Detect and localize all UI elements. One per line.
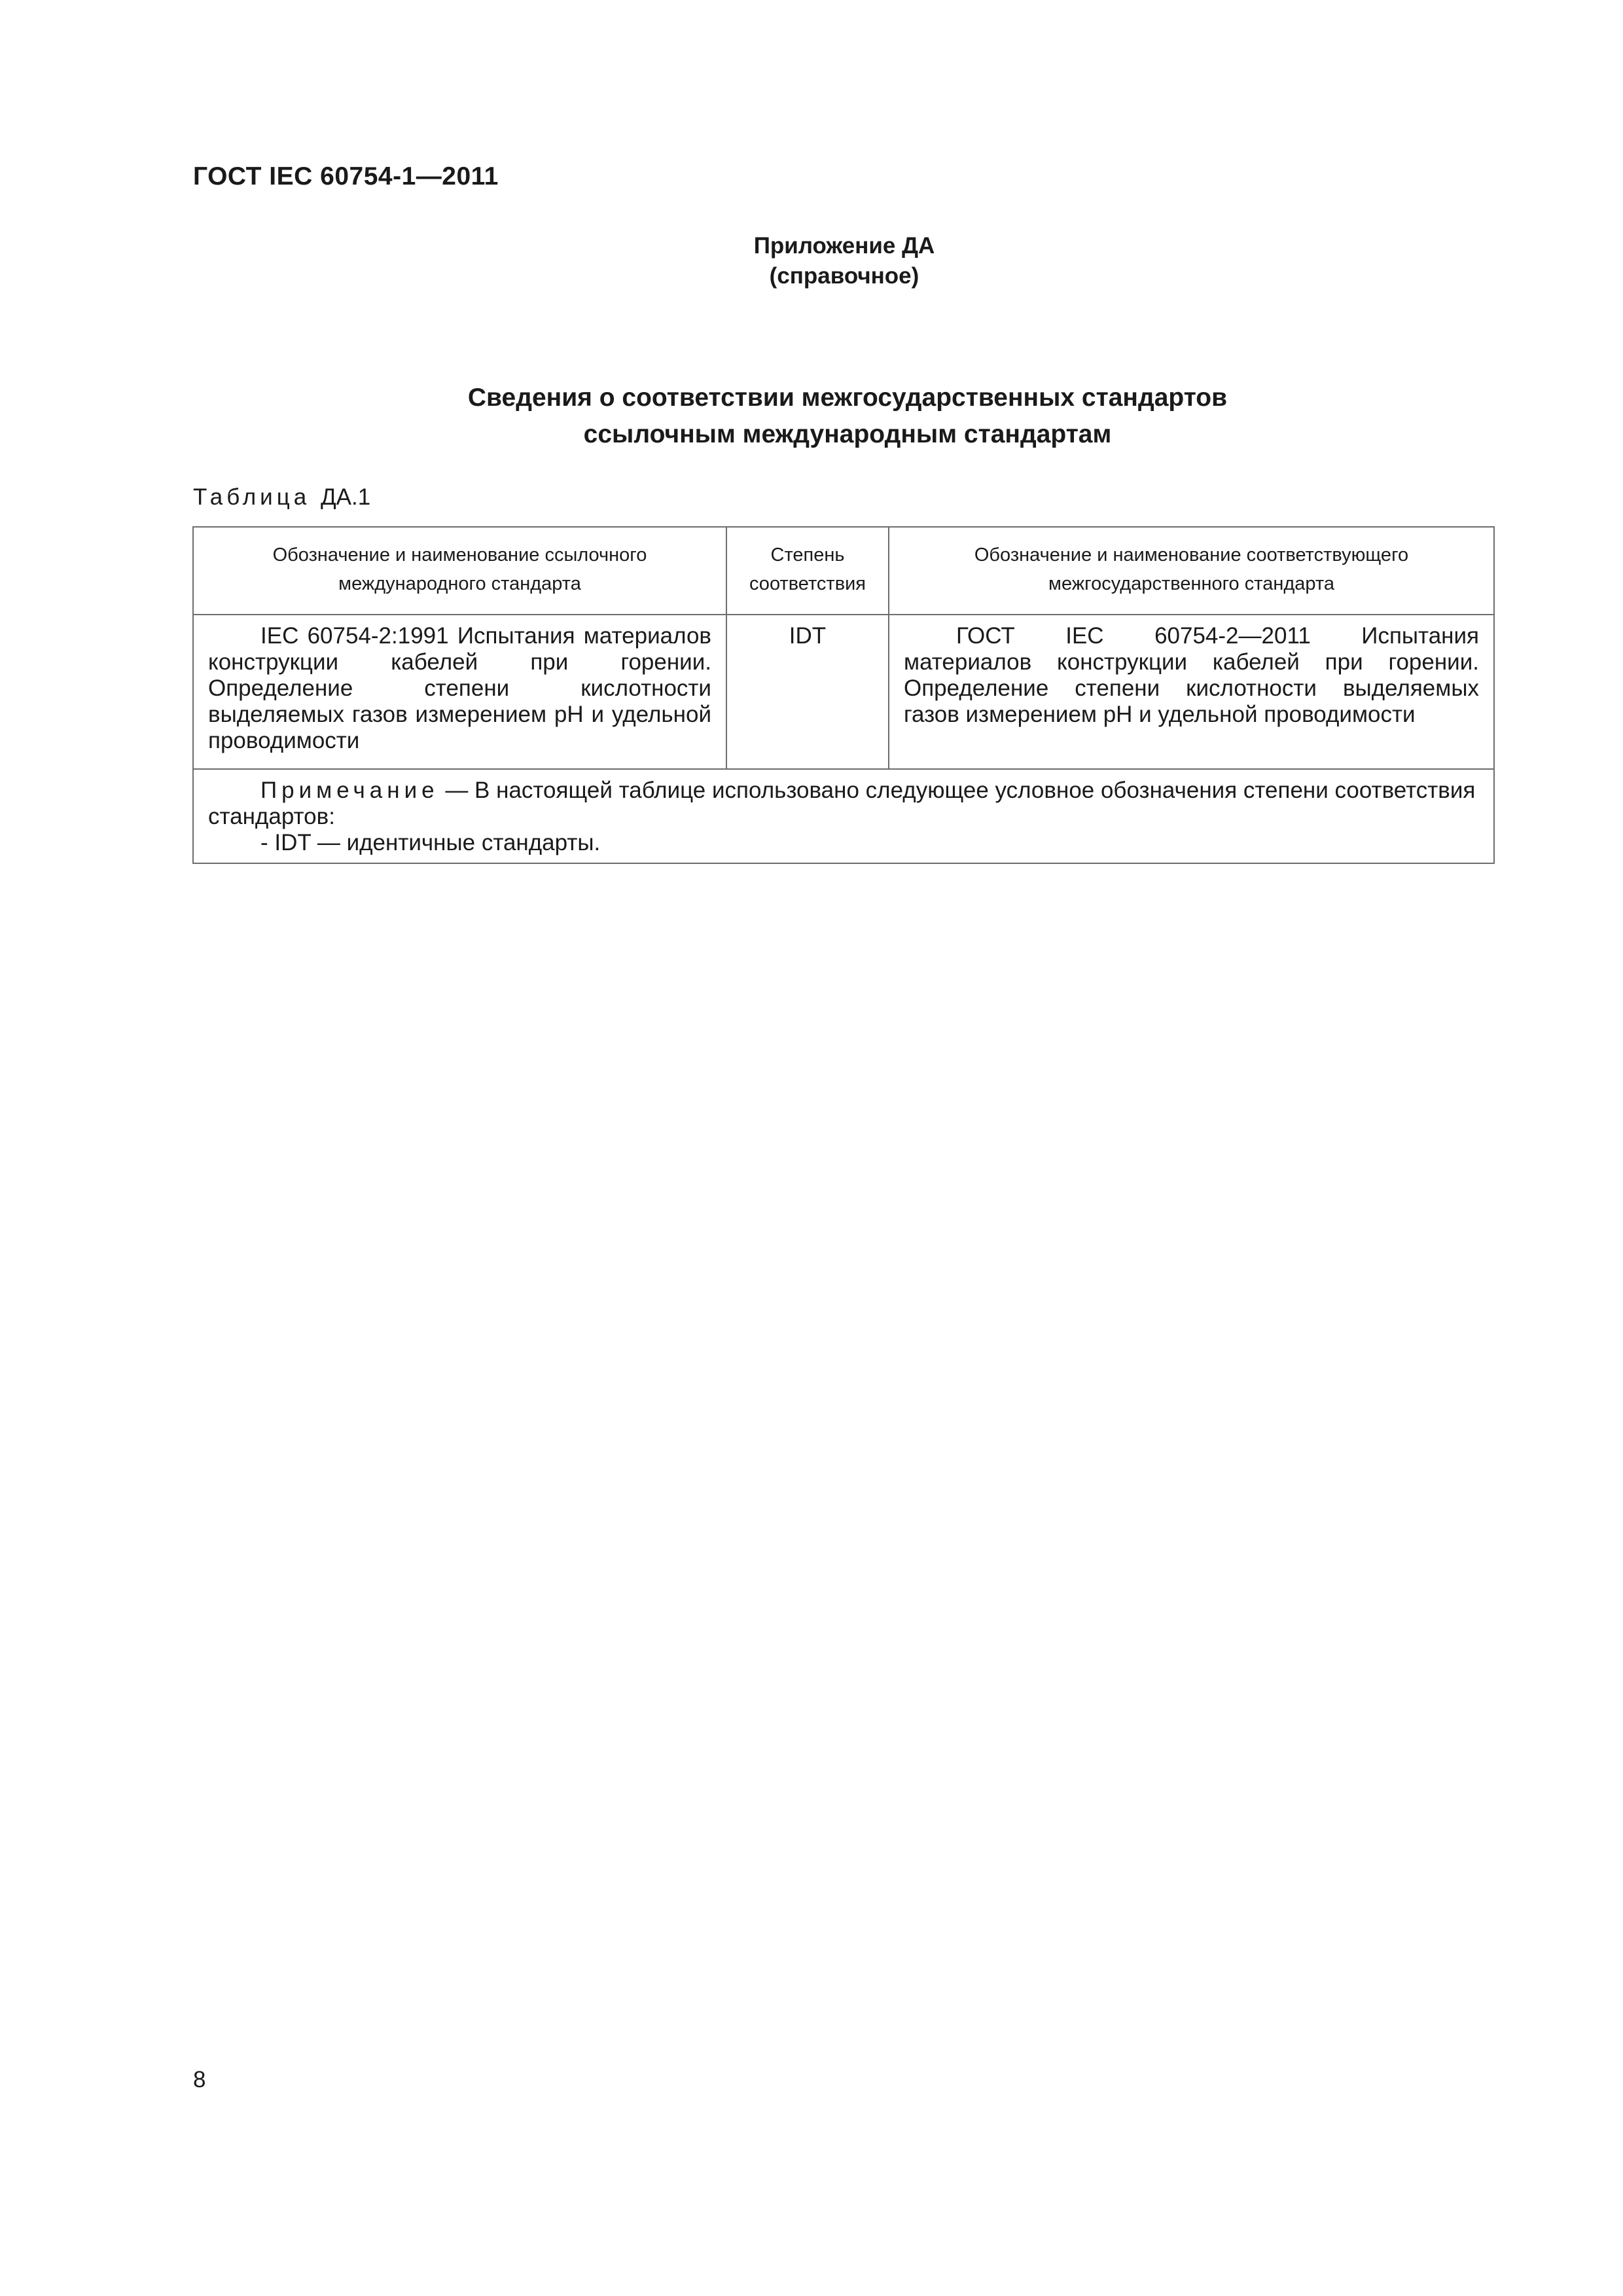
header-line: Степень	[770, 545, 845, 565]
header-international-standard	[193, 527, 726, 615]
correspondence-table	[192, 526, 1495, 864]
table-label	[193, 484, 370, 511]
table-row	[193, 615, 1494, 769]
cell-international-standard: IEC 60754-2:1991 Испытания материалов конструкции кабелей при горении. Определение степени кислотности выделяемых газов измерением pH и удельной проводимости	[193, 615, 726, 769]
table-label-word: Таблица	[193, 484, 311, 510]
section-heading-line-1: Сведения о соответствии межгосударственных стандартов	[467, 384, 1228, 412]
header-line: международного стандарта	[338, 573, 581, 594]
note-item: - IDT — идентичные стандарты.	[260, 830, 601, 855]
header-line: Обозначение и наименование ссылочного	[272, 545, 647, 565]
header-degree	[726, 527, 889, 615]
header-line: Обозначение и наименование соответствующего	[974, 545, 1409, 565]
appendix-title: Приложение ДА	[753, 233, 935, 259]
table-note-row	[193, 769, 1494, 863]
document-code: ГОСТ IEC 60754-1—2011	[193, 162, 499, 190]
page-number: 8	[193, 2067, 206, 2092]
header-line: соответствия	[749, 573, 866, 594]
table-note-cell	[193, 769, 1494, 863]
section-heading-line-2: ссылочным международным стандартам	[583, 420, 1112, 448]
header-interstate-standard	[889, 527, 1494, 615]
note-label: Примечание	[260, 778, 439, 803]
note-text: — В настоящей таблице использовано следующее условное обозначения степени соответствия стандартов:	[208, 778, 1476, 829]
table-label-number: ДА.1	[320, 484, 371, 510]
cell-interstate-standard: ГОСТ IEC 60754-2—2011 Испытания материалов конструкции кабелей при горении. Определение степени кислотности выделяемых газов измерением pH и удельной проводимости	[889, 615, 1494, 769]
header-line: межгосударственного стандарта	[1048, 573, 1334, 594]
cell-degree: IDT	[726, 615, 889, 769]
table-header-row	[193, 527, 1494, 615]
appendix-kind: (справочное)	[769, 263, 919, 289]
